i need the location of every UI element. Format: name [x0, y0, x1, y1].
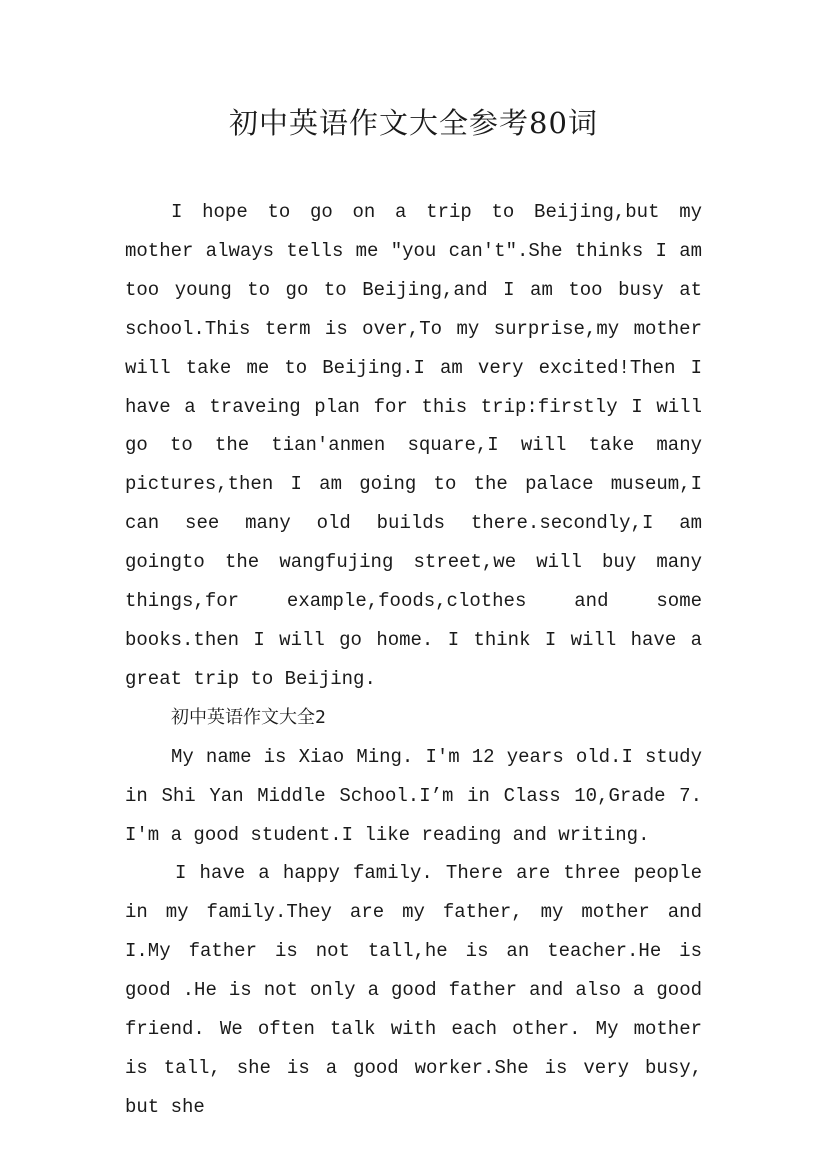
document-body	[125, 193, 702, 1127]
document-title: 初中英语作文大全参考80词	[229, 106, 598, 140]
paragraph-family: I have a happy family. There are three people in my family.They are my father, my mother and I.My father is not tall,he is an teacher.He is good .He is not only a good father and also a good friend. We often talk with each other. My mother is tall, she is a good worker.She is very busy, but she	[125, 862, 702, 1118]
paragraph-beijing-trip: I hope to go on a trip to Beijing,but my mother always tells me "you can't".She thinks I am too young to go to Beijing,and I am too busy at school.This term is over,To my surprise,my mother will take me to Beijing.I am very excited!Then I have a traveing plan for this trip:firstly I will go to the tian'anmen square,I will take many pictures,then I am going to the palace museum,I can see many old builds there.secondly,I am goingto the wangfujing street,we will buy many things,for example,foods,clothes and some books.then I will go home. I think I will have a great trip to Beijing.	[125, 201, 702, 690]
section-heading: 初中英语作文大全2	[171, 706, 326, 728]
paragraph-introduction: My name is Xiao Ming. I'm 12 years old.I study in Shi Yan Middle School.I’m in Class 10,Grade 7. I'm a good student.I like reading and writing.	[125, 745, 702, 846]
